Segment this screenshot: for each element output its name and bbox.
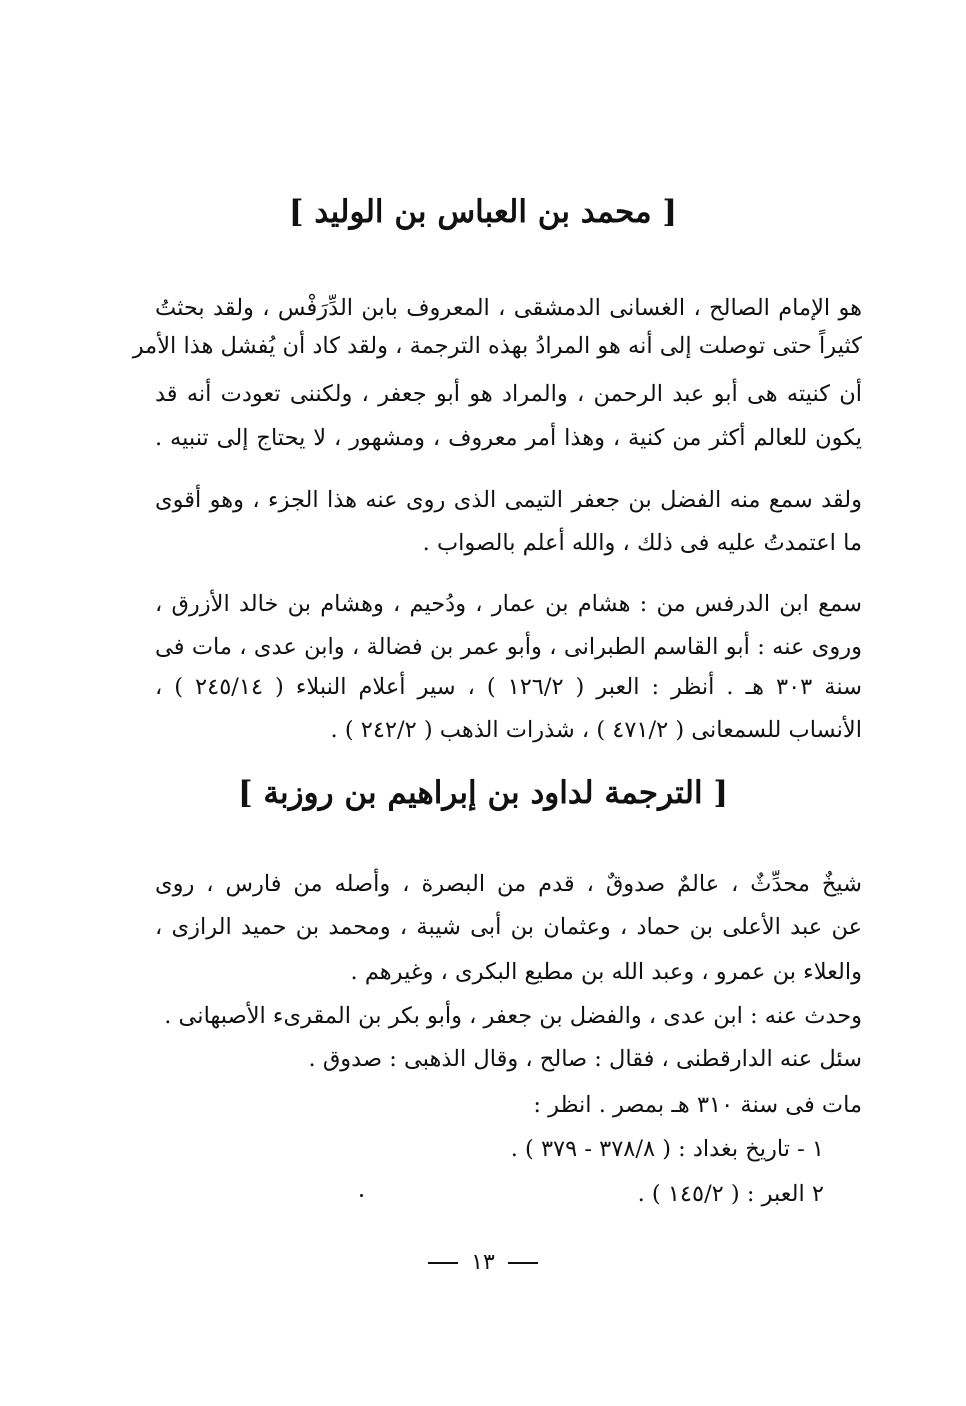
text-line: أن كنيته هى أبو عبد الرحمن ، والمراد هو أبو جعفر ، ولكننى تعودت أنه قد [155, 381, 862, 407]
text-line: عن عبد الأعلى بن حماد ، وعثمان بن أبى شيبة ، ومحمد بن حميد الرازى ، [155, 914, 862, 940]
stray-mark [360, 1194, 363, 1197]
text-line: يكون للعالم أكثر من كنية ، وهذا أمر معروف ، ومشهور ، لا يحتاج إلى تنبيه . [155, 425, 862, 451]
text-line: الأنساب للسمعانى ( ٤٧١/٢ ) ، شذرات الذهب ( ٢٤٢/٢ ) . [330, 717, 862, 743]
text-line: مات فى سنة ٣١٠ هـ بمصر . انظر : [533, 1092, 862, 1118]
text-line: شيخٌ محدِّثٌ ، عالمٌ صدوقٌ ، قدم من البصرة ، وأصله من فارس ، روى [155, 871, 862, 897]
reference-item: ٢ العبر : ( ١٤٥/٢ ) . [637, 1181, 824, 1207]
text-line: سمع ابن الدرفس من : هشام بن عمار ، ودُحيم ، وهشام بن خالد الأزرق ، [155, 591, 862, 617]
text-line: ما اعتمدتُ عليه فى ذلك ، والله أعلم بالصواب . [422, 530, 862, 556]
section-title-1: [ محمد بن العباس بن الوليد ] [288, 194, 678, 230]
page-number-value: ١٣ [471, 1250, 495, 1275]
text-line: ولقد سمع منه الفضل بن جعفر التيمى الذى روى عنه هذا الجزء ، وهو أقوى [155, 487, 862, 513]
page-number-dash [428, 1262, 458, 1264]
text-line: سنة ٣٠٣ هـ . أنظر : العبر ( ١٢٦/٢ ) ، سير أعلام النبلاء ( ٢٤٥/١٤ ) ، [155, 674, 862, 700]
page-number [0, 1250, 966, 1275]
reference-item: ١ - تاريخ بغداد : ( ٣٧٨/٨ - ٣٧٩ ) . [510, 1136, 824, 1162]
page-number-dash [508, 1262, 538, 1264]
text-line: كثيراً حتى توصلت إلى أنه هو المرادُ بهذه الترجمة ، ولقد كاد أن يُفشل هذا الأمر [132, 333, 862, 359]
text-line: وحدث عنه : ابن عدى ، والفضل بن جعفر ، وأبو بكر بن المقرىء الأصبهانى . [164, 1003, 862, 1029]
text-line: سئل عنه الدارقطنى ، فقال : صالح ، وقال الذهبى : صدوق . [308, 1046, 862, 1072]
text-line: هو الإمام الصالح ، الغسانى الدمشقى ، المعروف بابن الدِّرَفْس ، ولقد بحثتُ [155, 295, 862, 321]
section-title-2: [ الترجمة لداود بن إبراهيم بن روزبة ] [237, 775, 729, 811]
text-line: والعلاء بن عمرو ، وعبد الله بن مطيع البكرى ، وغيرهم . [350, 959, 862, 985]
text-line: وروى عنه : أبو القاسم الطبرانى ، وأبو عمر بن فضالة ، وابن عدى ، مات فى [155, 634, 862, 660]
